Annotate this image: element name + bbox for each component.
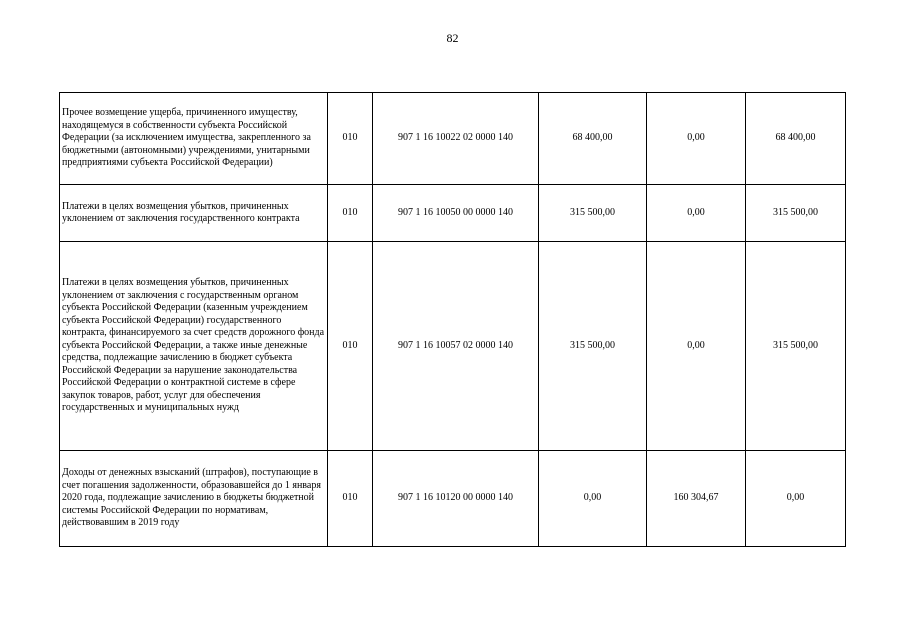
budget-classification-code-cell: 907 1 16 10022 02 0000 140 <box>373 93 539 185</box>
amount-cell-1: 315 500,00 <box>539 185 647 242</box>
line-code-cell: 010 <box>328 185 373 242</box>
table-row <box>60 242 846 451</box>
budget-classification-code-cell: 907 1 16 10057 02 0000 140 <box>373 242 539 451</box>
amount-cell-1: 315 500,00 <box>539 242 647 451</box>
income-name-cell: Прочее возмещение ущерба, причиненного имуществу, находящемуся в собственности субъекта Российской Федерации (за исключением имущества, закрепленного за бюджетными (автономными) учреждениями, унитарными предприятиями субъекта Российской Федерации) <box>60 93 328 185</box>
income-name-cell: Платежи в целях возмещения убытков, причиненных уклонением от заключения с государственным органом субъекта Российской Федерации (казенным учреждением субъекта Российской Федерации) государственного контракта, финансируемого за счет средств дорожного фонда субъекта Российской Федерации, а также иные денежные средства, подлежащие зачислению в бюджет субъекта Российской Федерации за нарушение законодательства Российской Федерации о контрактной системе в сфере закупок товаров, работ, услуг для обеспечения государственных и муниципальных нужд <box>60 242 328 451</box>
amount-cell-2: 160 304,67 <box>647 451 746 547</box>
amount-cell-2: 0,00 <box>647 93 746 185</box>
revenue-table <box>59 92 846 547</box>
table-row <box>60 93 846 185</box>
amount-cell-3: 0,00 <box>746 451 846 547</box>
line-code-cell: 010 <box>328 451 373 547</box>
table-row <box>60 185 846 242</box>
amount-cell-3: 315 500,00 <box>746 242 846 451</box>
line-code-cell: 010 <box>328 93 373 185</box>
table-row <box>60 451 846 547</box>
amount-cell-1: 68 400,00 <box>539 93 647 185</box>
amount-cell-2: 0,00 <box>647 185 746 242</box>
amount-cell-1: 0,00 <box>539 451 647 547</box>
income-name-cell: Доходы от денежных взысканий (штрафов), поступающие в счет погашения задолженности, образовавшейся до 1 января 2020 года, подлежащие зачислению в бюджеты бюджетной системы Российской Федерации по нормативам, действовавшим в 2019 году <box>60 451 328 547</box>
amount-cell-2: 0,00 <box>647 242 746 451</box>
budget-classification-code-cell: 907 1 16 10050 00 0000 140 <box>373 185 539 242</box>
amount-cell-3: 315 500,00 <box>746 185 846 242</box>
amount-cell-3: 68 400,00 <box>746 93 846 185</box>
line-code-cell: 010 <box>328 242 373 451</box>
income-name-cell: Платежи в целях возмещения убытков, причиненных уклонением от заключения государственного контракта <box>60 185 328 242</box>
page-number: 82 <box>446 31 459 45</box>
budget-classification-code-cell: 907 1 16 10120 00 0000 140 <box>373 451 539 547</box>
